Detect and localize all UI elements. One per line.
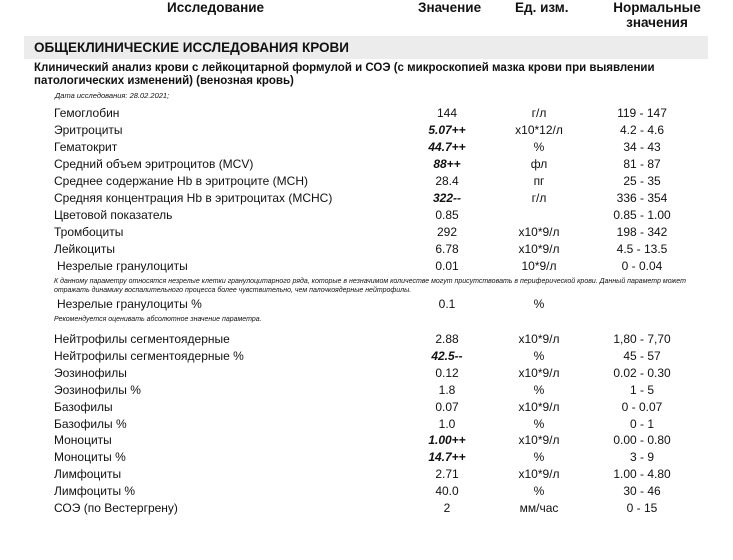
row-norm: 0 - 0.07 bbox=[621, 400, 663, 414]
table-row bbox=[0, 241, 733, 258]
header-unit: Ед. изм. bbox=[515, 0, 569, 15]
table-row bbox=[0, 156, 733, 173]
row-norm: 1,80 - 7,70 bbox=[613, 332, 671, 346]
row-name: Моноциты bbox=[54, 433, 112, 447]
row-name: Цветовой показатель bbox=[54, 208, 173, 222]
table-row bbox=[0, 399, 733, 416]
row-name: Базофилы bbox=[54, 400, 113, 414]
row-norm: 81 - 87 bbox=[623, 157, 661, 171]
row-norm: 34 - 43 bbox=[623, 140, 661, 154]
row-value: 2.71 bbox=[435, 467, 459, 481]
row-norm: 0 - 15 bbox=[626, 501, 658, 515]
table-row bbox=[0, 190, 733, 207]
row-norm: 198 - 342 bbox=[616, 225, 668, 239]
row-name: Гематокрит bbox=[54, 140, 118, 154]
row-norm: 1 - 5 bbox=[629, 383, 654, 397]
table-row bbox=[0, 432, 733, 449]
row-unit: пг bbox=[533, 174, 545, 188]
row-value: 1.8 bbox=[438, 383, 456, 397]
row-name: Эозинофилы bbox=[54, 366, 127, 380]
row-value: 88++ bbox=[433, 157, 461, 171]
row-name: Нейтрофилы сегментоядерные % bbox=[54, 349, 244, 363]
row-unit: г/л bbox=[531, 191, 547, 205]
row-value: 0.07 bbox=[435, 400, 459, 414]
row-name: СОЭ (по Вестергрену) bbox=[54, 501, 178, 515]
table-row bbox=[0, 331, 733, 348]
row-value: 2.88 bbox=[435, 332, 459, 346]
table-row bbox=[0, 348, 733, 365]
row-value: 6.78 bbox=[435, 242, 459, 256]
row-norm: 25 - 35 bbox=[623, 174, 661, 188]
row-norm: 0.02 - 0.30 bbox=[613, 366, 671, 380]
table-row bbox=[0, 365, 733, 382]
row-unit: % bbox=[533, 349, 545, 363]
row-value: 28.4 bbox=[435, 174, 459, 188]
row-unit: % bbox=[533, 450, 545, 464]
table-row bbox=[0, 122, 733, 139]
table-row bbox=[0, 296, 733, 313]
row-value: 40.0 bbox=[435, 484, 459, 498]
row-name: Тромбоциты bbox=[54, 225, 124, 239]
row-value: 44.7++ bbox=[428, 140, 466, 154]
header-norm-line2: значения bbox=[626, 15, 688, 30]
row-unit: x10*9/л bbox=[518, 225, 560, 239]
row-norm: 0.00 - 0.80 bbox=[613, 433, 671, 447]
table-row bbox=[0, 105, 733, 122]
row-name: Лейкоциты bbox=[54, 242, 116, 256]
row-name: Эритроциты bbox=[54, 123, 123, 137]
row-value: 14.7++ bbox=[428, 450, 466, 464]
row-norm: 3 - 9 bbox=[629, 450, 654, 464]
row-name: Средний объем эритроцитов (MCV) bbox=[54, 157, 254, 171]
header-norm-line1: Нормальные bbox=[613, 0, 701, 15]
row-name: Гемоглобин bbox=[54, 106, 120, 120]
row-unit: x10*9/л bbox=[518, 433, 560, 447]
table-row bbox=[0, 139, 733, 156]
row-value: 1.0 bbox=[438, 417, 456, 431]
table-row bbox=[0, 466, 733, 483]
header-norm bbox=[602, 0, 712, 30]
row-unit: мм/час bbox=[519, 501, 559, 515]
table-row bbox=[0, 224, 733, 241]
row-unit: x10*9/л bbox=[518, 467, 560, 481]
table-row bbox=[0, 382, 733, 399]
row-value: 5.07++ bbox=[428, 123, 466, 137]
row-name: Средняя концентрация Hb в эритроцитах (MCHC) bbox=[54, 191, 333, 205]
row-unit: x10*9/л bbox=[518, 332, 560, 346]
row-unit: x10*9/л bbox=[518, 400, 560, 414]
row-unit: г/л bbox=[531, 106, 547, 120]
row-norm: 30 - 46 bbox=[623, 484, 661, 498]
row-unit: % bbox=[533, 383, 545, 397]
test-subtitle: Клинический анализ крови с лейкоцитарной формулой и СОЭ (с микроскопией мазка крови при выявлении патологических изменений) (венозная кровь) bbox=[34, 62, 655, 87]
table-row bbox=[0, 449, 733, 466]
row-name: Моноциты % bbox=[54, 450, 126, 464]
row-value: 322-- bbox=[432, 191, 461, 205]
row-name: Среднее содержание Hb в эритроците (MCH) bbox=[54, 174, 308, 188]
table-row bbox=[0, 416, 733, 433]
row-value: 2 bbox=[443, 501, 451, 515]
row-value: 292 bbox=[436, 225, 458, 239]
note-immature-granulocytes: К данному параметру относятся незрелые клетки гранулоцитарного ряда, которые в незначимом количестве могут присутствовать в периферической крови. Данный параметр может отражать динамику воспалительного процесса более чувствительно, чем палочкоядерные нейтрофилы. bbox=[54, 278, 686, 294]
table-header bbox=[0, 0, 733, 34]
row-name: Незрелые гранулоциты bbox=[57, 259, 188, 273]
row-norm: 0 - 1 bbox=[629, 417, 654, 431]
row-norm: 119 - 147 bbox=[617, 106, 667, 120]
row-name: Незрелые гранулоциты % bbox=[57, 297, 202, 311]
row-value: 0.01 bbox=[435, 259, 459, 273]
header-study: Исследование bbox=[167, 0, 265, 15]
row-name: Лимфоциты bbox=[54, 467, 122, 481]
row-unit: x10*12/л bbox=[515, 123, 563, 137]
note-absolute-value: Рекомендуется оценивать абсолютное значение параметра. bbox=[54, 316, 262, 323]
row-name: Базофилы % bbox=[54, 417, 127, 431]
row-norm: 0 - 0.04 bbox=[621, 259, 663, 273]
row-name: Лимфоциты % bbox=[54, 484, 136, 498]
section-title: ОБЩЕКЛИНИЧЕСКИЕ ИССЛЕДОВАНИЯ КРОВИ bbox=[24, 36, 708, 59]
row-unit: 10*9/л bbox=[521, 259, 557, 273]
row-unit: % bbox=[533, 297, 545, 311]
table-row bbox=[0, 207, 733, 224]
row-norm: 1.00 - 4.80 bbox=[613, 467, 671, 481]
row-value: 42.5-- bbox=[431, 349, 463, 363]
row-unit: фл bbox=[530, 157, 548, 171]
test-date: Дата исследования: 28.02.2021; bbox=[55, 91, 170, 100]
row-norm: 0.85 - 1.00 bbox=[613, 208, 671, 222]
row-unit: x10*9/л bbox=[518, 242, 560, 256]
row-value: 0.12 bbox=[435, 366, 459, 380]
row-name: Нейтрофилы сегментоядерные bbox=[54, 332, 230, 346]
row-norm: 4.5 - 13.5 bbox=[616, 242, 668, 256]
row-unit: % bbox=[533, 140, 545, 154]
header-value: Значение bbox=[418, 0, 482, 15]
row-name: Эозинофилы % bbox=[54, 383, 141, 397]
row-norm: 4.2 - 4.6 bbox=[619, 123, 665, 137]
row-value: 144 bbox=[436, 106, 458, 120]
row-value: 0.1 bbox=[438, 297, 456, 311]
row-unit: % bbox=[533, 417, 545, 431]
table-row bbox=[0, 500, 733, 517]
row-norm: 45 - 57 bbox=[623, 349, 661, 363]
row-norm: 336 - 354 bbox=[616, 191, 668, 205]
table-row bbox=[0, 258, 733, 275]
table-row bbox=[0, 173, 733, 190]
row-value: 1.00++ bbox=[428, 433, 466, 447]
row-unit: x10*9/л bbox=[518, 366, 560, 380]
row-value: 0.85 bbox=[435, 208, 459, 222]
table-row bbox=[0, 483, 733, 500]
row-unit: % bbox=[533, 484, 545, 498]
